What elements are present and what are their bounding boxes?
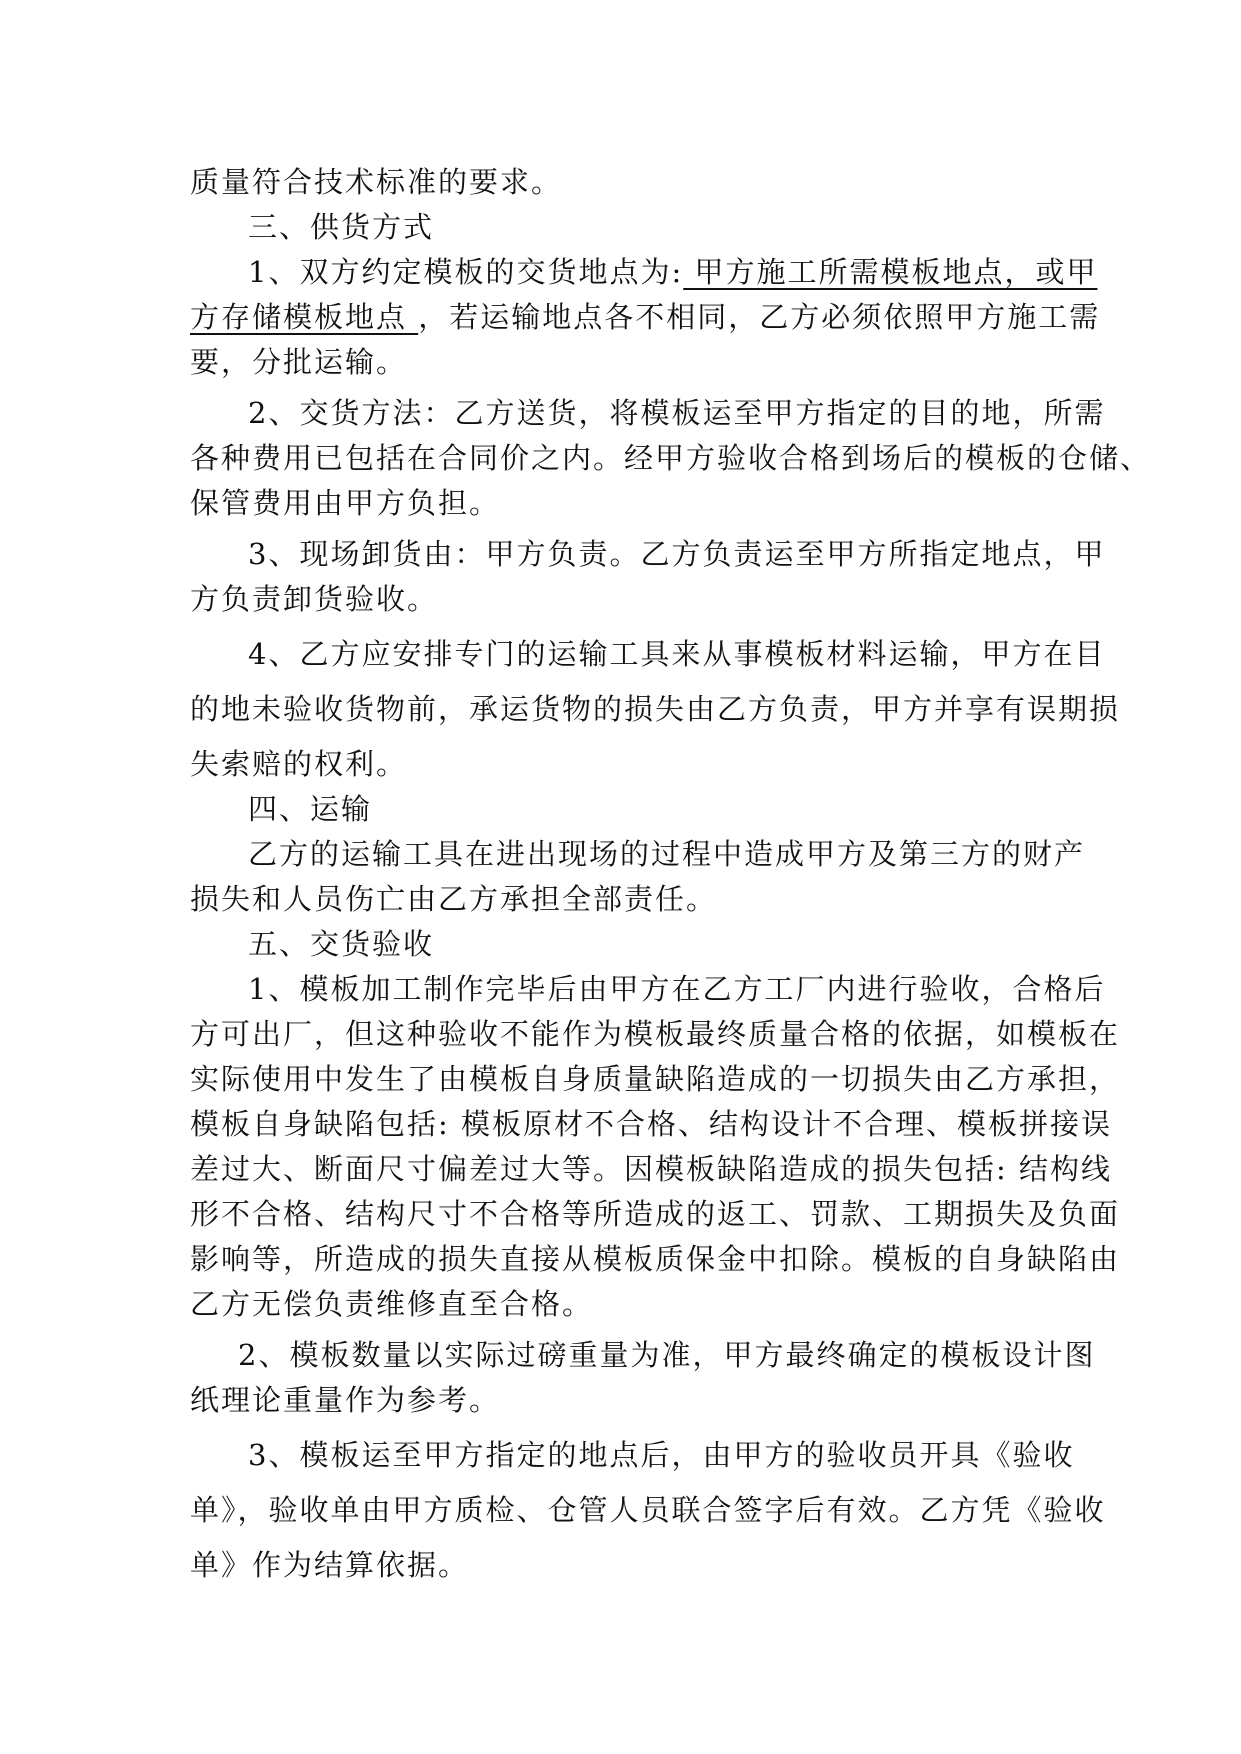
paragraph-line: 保管费用由甲方负担。	[190, 486, 501, 520]
paragraph-line: 4、乙方应安排专门的运输工具来从事模板材料运输，甲方在目	[248, 637, 1106, 671]
paragraph-line: 差过大、断面尺寸偏差过大等。因模板缺陷造成的损失包括: 结构线	[190, 1152, 1112, 1186]
paragraph-line: 方可出厂，但这种验收不能作为模板最终质量合格的依据，如模板在	[190, 1017, 1121, 1051]
underlined-fill-in: 方存储模板地点	[190, 300, 419, 334]
paragraph-line: 乙方的运输工具在进出现场的过程中造成甲方及第三方的财产	[248, 837, 1086, 871]
paragraph-line: 实际使用中发生了由模板自身质量缺陷造成的一切损失由乙方承担，	[190, 1062, 1121, 1096]
paragraph-line: 乙方无偿负责维修直至合格。	[190, 1287, 594, 1321]
paragraph-line: 模板自身缺陷包括: 模板原材不合格、结构设计不合理、模板拼接误	[190, 1107, 1112, 1141]
paragraph-line: 单》作为结算依据。	[190, 1548, 470, 1582]
section-heading-supply-method: 三、供货方式	[248, 210, 435, 244]
underlined-fill-in: 甲方施工所需模板地点，或甲	[683, 255, 1098, 289]
clause-text: 1、双方约定模板的交货地点为:	[248, 255, 684, 289]
paragraph-line: 3、模板运至甲方指定的地点后，由甲方的验收员开具《验收	[248, 1438, 1075, 1472]
paragraph-line: 各种费用已包括在合同价之内。经甲方验收合格到场后的模板的仓储、	[190, 441, 1152, 475]
paragraph-line: 1、模板加工制作完毕后由甲方在乙方工厂内进行验收，合格后	[248, 972, 1106, 1006]
paragraph-line: 2、模板数量以实际过磅重量为准，甲方最终确定的模板设计图	[238, 1338, 1096, 1372]
section-heading-transport: 四、运输	[248, 792, 373, 826]
paragraph-line: 质量符合技术标准的要求。	[190, 165, 563, 199]
paragraph-line: 方负责卸货验收。	[190, 582, 439, 616]
paragraph-line: 纸理论重量作为参考。	[190, 1383, 501, 1417]
paragraph-line: 要，分批运输。	[190, 345, 408, 379]
paragraph-line: 损失和人员伤亡由乙方承担全部责任。	[190, 882, 718, 916]
paragraph-line: 影响等，所造成的损失直接从模板质保金中扣除。模板的自身缺陷由	[190, 1242, 1121, 1276]
paragraph-line: 2、交货方法：乙方送货，将模板运至甲方指定的目的地，所需	[248, 396, 1106, 430]
paragraph-line: 单》，验收单由甲方质检、仓管人员联合签字后有效。乙方凭《验收	[190, 1493, 1106, 1527]
paragraph-line: 形不合格、结构尺寸不合格等所造成的返工、罚款、工期损失及负面	[190, 1197, 1121, 1231]
paragraph-line	[190, 295, 1101, 340]
paragraph-line: 失索赔的权利。	[190, 747, 408, 781]
document-body	[190, 160, 1152, 1588]
section-heading-delivery-acceptance: 五、交货验收	[248, 927, 435, 961]
paragraph-line	[190, 250, 1098, 295]
clause-text: ，若运输地点各不相同，乙方必须依照甲方施工需	[418, 300, 1101, 334]
paragraph-line: 3、现场卸货由：甲方负责。乙方负责运至甲方所指定地点，甲	[248, 537, 1106, 571]
paragraph-line: 的地未验收货物前，承运货物的损失由乙方负责，甲方并享有误期损	[190, 692, 1121, 726]
